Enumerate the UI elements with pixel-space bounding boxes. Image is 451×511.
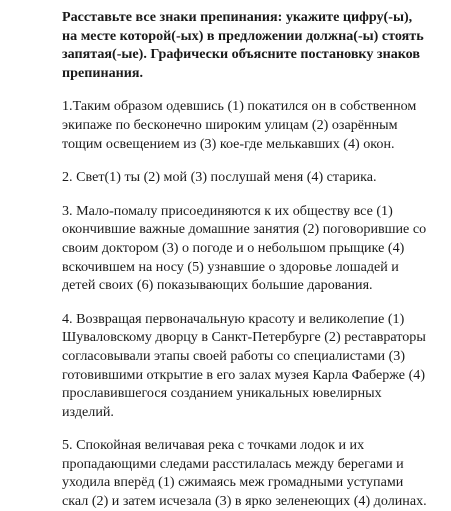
sentence-line: 4. Возвращая первоначальную красоту и великолепие (1): [62, 310, 405, 327]
sentence-line: 3. Мало-помалу присоединяются к их обществу все (1): [62, 202, 393, 219]
sentence-4: [62, 310, 440, 422]
sentence-line: окончившие важные домашние занятия (2) поговорившие со: [62, 221, 427, 238]
sentence-5: [62, 436, 440, 510]
sentence-line: готовившими открытие в его залах музея Карла Фаберже (4): [62, 366, 426, 383]
sentence-line: 2. Свет(1) ты (2) мой (3) послушай меня (4) старика.: [62, 169, 377, 186]
sentence-line: скал (2) и затем исчезала (3) в ярко зеленеющих (4) долинах.: [62, 493, 427, 510]
task-line: запятая(-ые). Графически объясните постановку знаков: [62, 46, 420, 63]
sentence-3: [62, 202, 440, 295]
sentence-line: тощим освещением из (3) кое-где мелькавших (4) окон.: [62, 135, 395, 152]
document-page: [62, 8, 440, 511]
sentence-1: [62, 97, 440, 153]
sentence-line: изделий.: [62, 403, 114, 420]
sentence-line: детей своих (6) показывающих большие дарования.: [62, 277, 373, 294]
task-line: препинания.: [62, 64, 144, 81]
sentence-line: пропадающими следами расстилалась между берегами и: [62, 455, 404, 472]
task-instruction: [62, 8, 440, 82]
sentence-line: прославившегося созданием уникальных ювелирных: [62, 385, 382, 402]
sentence-line: своим доктором (3) о погоде и о небольшом прыщике (4): [62, 239, 405, 256]
sentence-line: вскочившем на носу (5) узнавшие о здоровье лошадей и: [62, 258, 399, 275]
sentence-line: 5. Спокойная величавая река с точками лодок и их: [62, 437, 365, 454]
task-line: Расставьте все знаки препинания: укажите цифру(-ы),: [62, 9, 413, 25]
sentence-line: Шуваловскому дворцу в Санкт-Петербурге (2) реставраторы: [62, 329, 426, 346]
sentence-line: уходила вперёд (1) сжимаясь меж громадными уступами: [62, 474, 404, 491]
sentence-2: [62, 168, 440, 187]
task-line: на месте которой(-ых) в предложении должна(-ы) стоять: [62, 27, 424, 44]
sentence-line: согласовывали этапы своей работы со специалистами (3): [62, 347, 406, 364]
sentence-line: экипаже по бесконечно широким улицам (2) озарённым: [62, 116, 398, 133]
sentence-line: 1.Таким образом одевшись (1) покатился он в собственном: [62, 98, 417, 115]
